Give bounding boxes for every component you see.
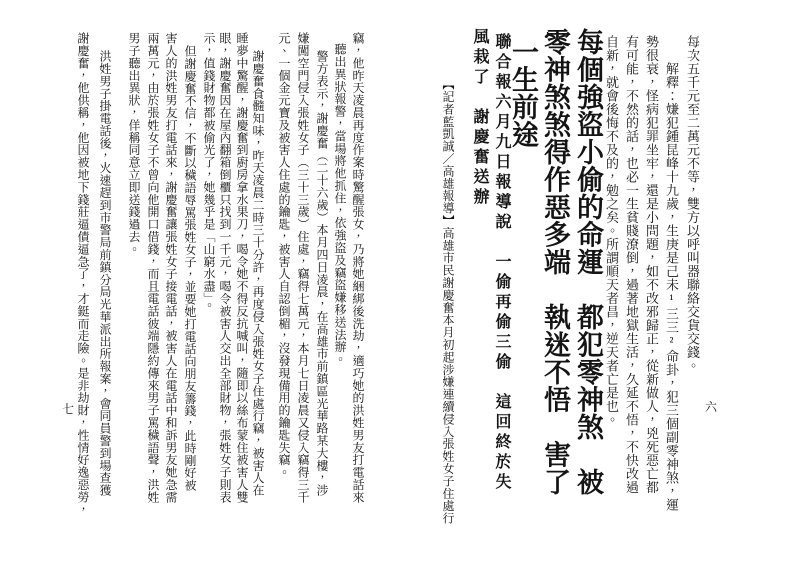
text-column: 解釋：嫌犯鍾昆峰十九歲，生庚是己未¹三三²命卦，犯三個副零神煞，運 xyxy=(664,62,679,512)
body-column: 元、一個金元寶及被害人住處的鑰匙，被害人自認倒楣，沒發現備用的鑰匙失竊。 xyxy=(277,32,291,479)
headline-column: 一生前途 xyxy=(508,38,538,148)
text-column: 自新，就會後悔不及的，勉之矣。所謂順天者昌，逆天者亡是也。 xyxy=(604,35,619,427)
text-column: 有可能，不然的話，也必一生貧賤潦倒，過著地獄生活，久延不悟，不快改過 xyxy=(624,35,639,494)
body-column: 眼，謝慶奮因在屋內翻箱倒櫃只找到一千元，喝令被害人交出全部財物，張姓女子則表 xyxy=(218,32,232,504)
body-column: 警方表示，謝慶奮（二十六歲）本月四日凌晨，在高雄市前鎮區光華路某大樓，涉 xyxy=(315,50,329,497)
body-column: 但謝慶奮不信，不斷以穢語辱罵張姓女子，並要她打電話向朋友籌錢，此時剛好被 xyxy=(183,45,197,492)
body-column: 謝慶奮食髓知味，昨天凌晨二時三十分許，再度侵入張姓女子住處行竊，被害人在 xyxy=(251,50,265,497)
body-column: 示，值錢財物都被偷光了，她幾乎是「山窮水盡」。 xyxy=(202,32,216,312)
body-column: 睡夢中驚醒，謝慶奮到廚房拿水果刀，喝令她不得反抗喊叫，隨即以絲布蒙住被害人雙 xyxy=(235,32,249,504)
headline-column: 每個強盜小偷的命運 都犯零神煞 被 xyxy=(573,28,603,496)
body-column: 聽出異狀報警，當場將他抓住，依強盜及竊盜嫌移送法辦。 xyxy=(333,43,347,366)
body-column: 嫌闖空門侵入張姓女子（三十三歲）住處，竊得七萬元，本月七日凌晨又侵入竊得三千 xyxy=(296,32,310,504)
text-column: 勢很衰，怪病犯罪坐牢，還是小問題，如不改邪歸正，從新做人，兇死惡亡都 xyxy=(644,35,659,494)
body-column: 謝慶奮，他供稱，他因被地下錢莊逼債逼急了，才鋌而走險。是非劫財，性情好逸惡勞， xyxy=(76,32,90,516)
subheadline-column: 聯合報六月九日報導說 一偷再偷三偷 這回終於失 xyxy=(493,33,510,493)
text-column: 每次五千元至二萬元不等，雙方以呼叫器聯絡交貨交錢。 xyxy=(685,35,700,373)
body-column: 洪姓男子掛電話後，火速趕到市警局前鎮分局光華派出所報案，會同員警到場查獲 xyxy=(98,50,112,497)
body-column: 男子聽出異狀，佯稱同意立即送錢過去。 xyxy=(127,32,141,256)
body-column: 兩萬元，由於張姓女子不曾向他開口借錢，而且電話彼端隱約傳來男子罵穢語聲，洪姓 xyxy=(146,32,160,504)
page-number-left: 七 xyxy=(62,402,75,416)
body-column: 竊，他昨天凌晨再度作案時驚醒張女，乃將她綑綁後洗劫，適巧她的洪姓男友打電話來 xyxy=(351,32,365,504)
body-column: 【記者藍凱誠／高雄報導】高雄市民謝慶奮本月初起涉嫌連續侵入張姓女子住處行 xyxy=(441,78,455,525)
headline-column: 零神煞煞得作惡多端 執迷不悟 害了 xyxy=(540,28,570,496)
subheadline-column: 風栽了 謝慶奮送辦 xyxy=(471,28,488,208)
body-column: 害人的洪姓男友打電話來，謝慶奮讓張姓女子接電話，被害人在電話中和訴男友她急需 xyxy=(164,32,178,504)
page-number-right: 六 xyxy=(705,400,718,414)
